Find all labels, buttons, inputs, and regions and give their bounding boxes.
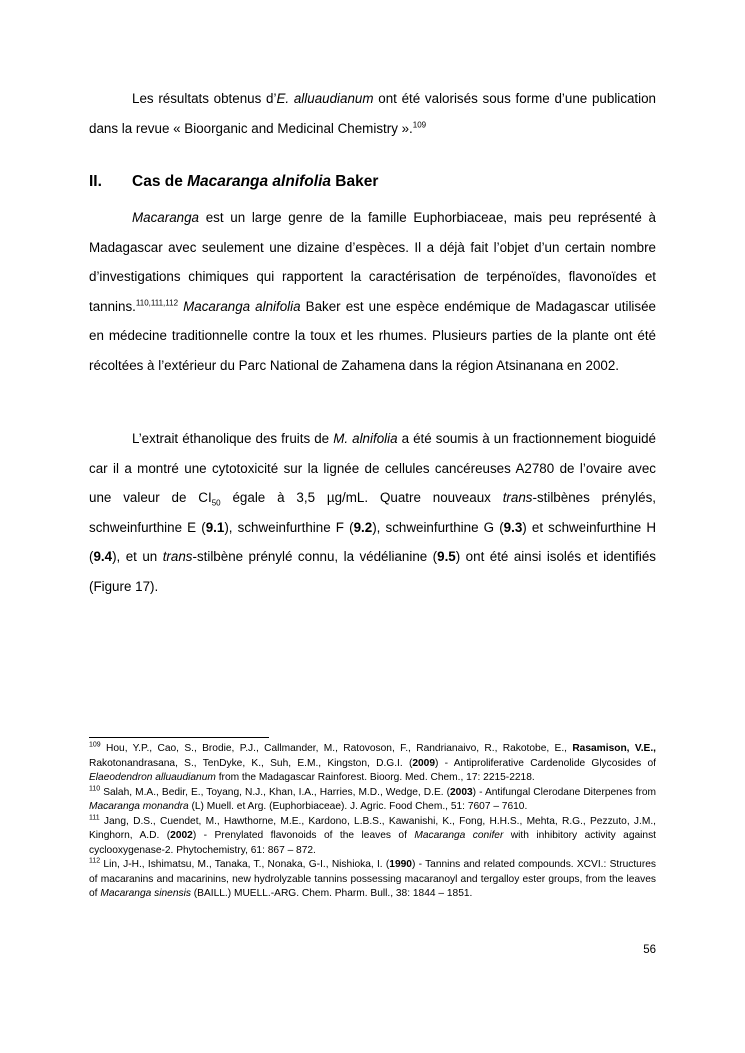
para3-text-4: -stilbènes prénylés, schweinfurthine E (: [89, 490, 656, 535]
footnote-bold-author: Rasamison, V.E.,: [572, 743, 656, 754]
footnote-species: Macaranga monandra: [89, 801, 189, 812]
species-name: Macaranga alnifolia: [183, 298, 301, 314]
para3-text-6: ), schweinfurthine G (: [372, 519, 504, 535]
para3-text-10: ) ont été ainsi isolés et identifiés (Figure 17).: [89, 549, 656, 594]
footnote-text: Jang, D.S., Cuendet, M., Hawthorne, M.E., Kardono, L.B.S., Kawanishi, K., Fong, H.H.S., Mehta, R.G., Pezzuto, J.M., Kinghorn, A.D. (: [89, 815, 656, 841]
para1-text-2: ont été valorisés sous forme d’une publication dans la revue « Bioorganic and Medicinal Chemistry ».: [89, 91, 656, 136]
footnotes: [89, 742, 656, 902]
reference-superscript: 109: [412, 120, 427, 130]
footnote-species: Elaeodendron alluaudianum: [89, 772, 216, 783]
section-heading: [89, 167, 656, 197]
paragraph-extract: [89, 424, 656, 602]
trans-italic: trans: [502, 490, 533, 506]
footnote-separator: [89, 737, 269, 738]
footnote-text: from the Madagascar Rainforest. Bioorg. Med. Chem., 17: 2215-2218.: [215, 772, 535, 783]
compound-number: 9.1: [205, 519, 225, 535]
para2-text: est un large genre de la famille Euphorbiaceae, mais peu représenté à Madagascar avec seulement une dizaine d’espèces. Il a déjà fait l’objet d’un certain nombre d’investigations chimiques qui rapportent la caractérisation de terpénoïdes, flavonoïdes et tannins.: [89, 210, 656, 314]
footnote-text: (L) Muell. et Arg. (Euphorbiaceae). J. Agric. Food Chem., 51: 7607 – 7610.: [188, 801, 528, 812]
footnote-year: 2002: [170, 830, 193, 841]
footnote-number: 112: [89, 857, 101, 865]
footnote-109: [89, 742, 656, 786]
species-name: M. alnifolia: [333, 431, 398, 446]
compound-number: 9.2: [353, 519, 373, 535]
footnote-species: Macaranga conifer: [414, 830, 504, 841]
footnote-year: 2003: [450, 786, 473, 798]
reference-superscript: 110,111,112: [135, 298, 179, 308]
page-number: 56: [643, 944, 656, 956]
heading-text: Cas de: [132, 173, 188, 190]
species-name: E. alluaudianum: [276, 91, 374, 106]
footnote-year: 1990: [389, 859, 412, 870]
footnote-year: 2009: [412, 757, 436, 769]
footnote-text: ) - Antiproliferative Cardenolide Glycosides of: [435, 757, 656, 769]
footnote-text: Hou, Y.P., Cao, S., Brodie, P.J., Callmander, M., Ratovoson, F., Randrianaivo, R., Rakotobe, E.,: [100, 743, 573, 754]
footnote-number: 110: [89, 785, 101, 793]
footnote-text: Rakotonandrasana, S., TenDyke, K., Suh, E.M., Kingston, D.G.I. (: [89, 757, 413, 769]
para3-text-5: ), schweinfurthine F (: [224, 519, 354, 535]
heading-author: Baker: [331, 173, 379, 190]
footnote-number: 111: [89, 814, 100, 822]
footnote-number: 109: [89, 741, 101, 749]
para3-text-9: -stilbène prénylé connu, la védélianine (: [192, 549, 438, 565]
compound-number: 9.5: [437, 549, 456, 565]
section-number: II.: [89, 173, 102, 190]
para2-text-2: Baker est une espèce endémique de Madagascar utilisée en médecine traditionnelle contre la toux et les rhumes. Plusieurs parties de la plante ont été récoltées à l’extérieur du Parc National de Zahamena dans la région Atsinanana en 2002.: [89, 298, 656, 373]
footnote-text: Lin, J-H., Ishimatsu, M., Tanaka, T., Nonaka, G-I., Nishioka, I. (: [100, 859, 390, 870]
para3-text: L’extrait éthanolique des fruits de: [132, 431, 334, 446]
footnote-112: [89, 858, 656, 902]
paragraph-macaranga: [89, 203, 656, 381]
footnote-text: ) - Antifungal Clerodane Diterpenes from: [472, 786, 656, 798]
footnote-110: [89, 786, 656, 815]
heading-species: Macaranga alnifolia: [187, 173, 331, 190]
genus-name: Macaranga: [132, 210, 199, 225]
footnote-text: ) - Tannins and related compounds. XCVI.: Structures of macaranins and macarinins, new hydrolyzable tannins possessing macaranoyl and tergalloy ester groups, from the leaves of: [89, 859, 657, 899]
paragraph-results: [89, 84, 656, 143]
footnote-species: Macaranga sinensis: [100, 888, 191, 899]
ic50-subscript: 50: [211, 498, 221, 508]
footnote-text: Salah, M.A., Bedir, E., Toyang, N.J., Khan, I.A., Harries, M.D., Wedge, D.E. (: [100, 786, 450, 798]
para3-text-3: égale à 3,5 µg/mL. Quatre nouveaux: [220, 490, 503, 506]
para1-text: Les résultats obtenus d’: [132, 91, 277, 106]
para3-text-7: ) et schweinfurthine H (: [89, 519, 657, 565]
footnote-text: (BAILL.) MUELL.-ARG. Chem. Pharm. Bull., 38: 1844 – 1851.: [190, 888, 473, 899]
footnote-text: with inhibitory activity against cyclooxygenase-2. Phytochemistry, 61: 867 – 872.: [89, 830, 657, 856]
footnote-text: ) - Prenylated flavonoids of the leaves of: [192, 830, 415, 841]
trans-italic: trans: [162, 549, 193, 565]
compound-number: 9.4: [93, 549, 113, 565]
para3-text-8: ), et un: [112, 549, 163, 565]
compound-number: 9.3: [503, 519, 523, 535]
para3-text-2: a été soumis à un fractionnement bioguidé car il a montré une cytotoxicité sur la lignée de cellules cancéreuses A2780 de l’ovaire avec une valeur de CI: [89, 431, 656, 506]
footnote-111: [89, 815, 656, 859]
